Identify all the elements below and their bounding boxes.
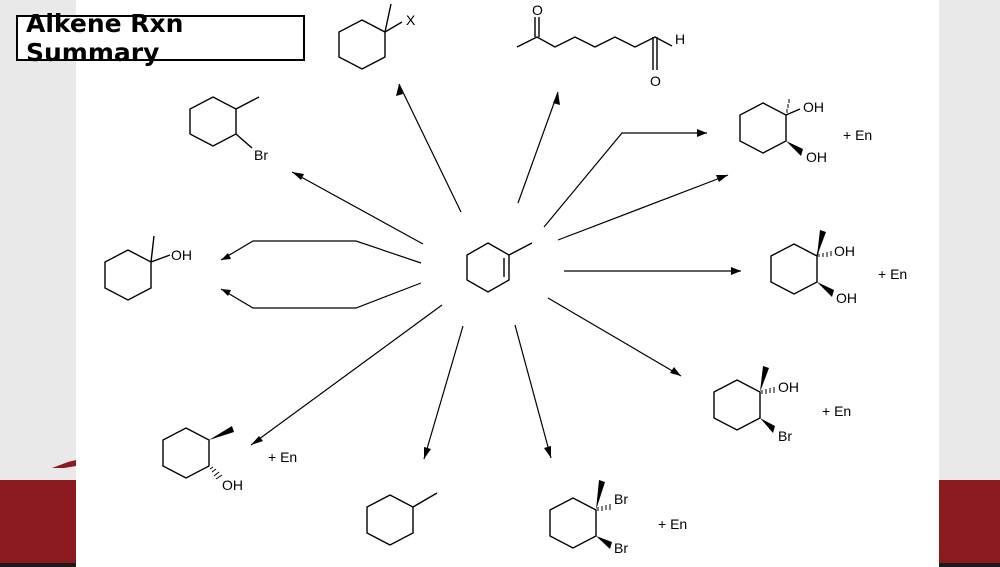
halohydrin-br-label: Br	[778, 428, 792, 444]
halohydrin-enantiomer-note: + En	[822, 403, 852, 419]
aldehyde-h-label: H	[675, 31, 686, 47]
halide-x-label: X	[406, 12, 416, 28]
ketone-oxygen-label: O	[532, 2, 543, 18]
dibromide-br-top: Br	[614, 491, 628, 507]
dibromide-br-bottom: Br	[614, 540, 628, 556]
syn-diol-oh-bottom: OH	[806, 149, 827, 165]
page-title	[16, 9, 305, 67]
slide-area	[76, 0, 939, 567]
page-title-text: Alkene Rxn Summary	[26, 9, 184, 67]
anti-diol-oh-bottom: OH	[836, 290, 857, 306]
halohydrin-oh-label: OH	[778, 379, 799, 395]
bromide-br-label: Br	[254, 147, 268, 163]
dibromide-enantiomer-note: + En	[658, 516, 688, 532]
anti-alcohol-enantiomer-note: + En	[268, 449, 298, 465]
syn-diol-oh-top: OH	[803, 99, 824, 115]
brush-mark	[52, 460, 76, 468]
syn-diol-enantiomer-note: + En	[843, 127, 873, 143]
aldehyde-oxygen-label: O	[650, 73, 661, 89]
anti-diol-enantiomer-note: + En	[878, 266, 908, 282]
anti-alcohol-oh-label: OH	[222, 477, 243, 493]
tertiary-oh-label: OH	[171, 247, 192, 263]
anti-diol-oh-top: OH	[834, 243, 855, 259]
